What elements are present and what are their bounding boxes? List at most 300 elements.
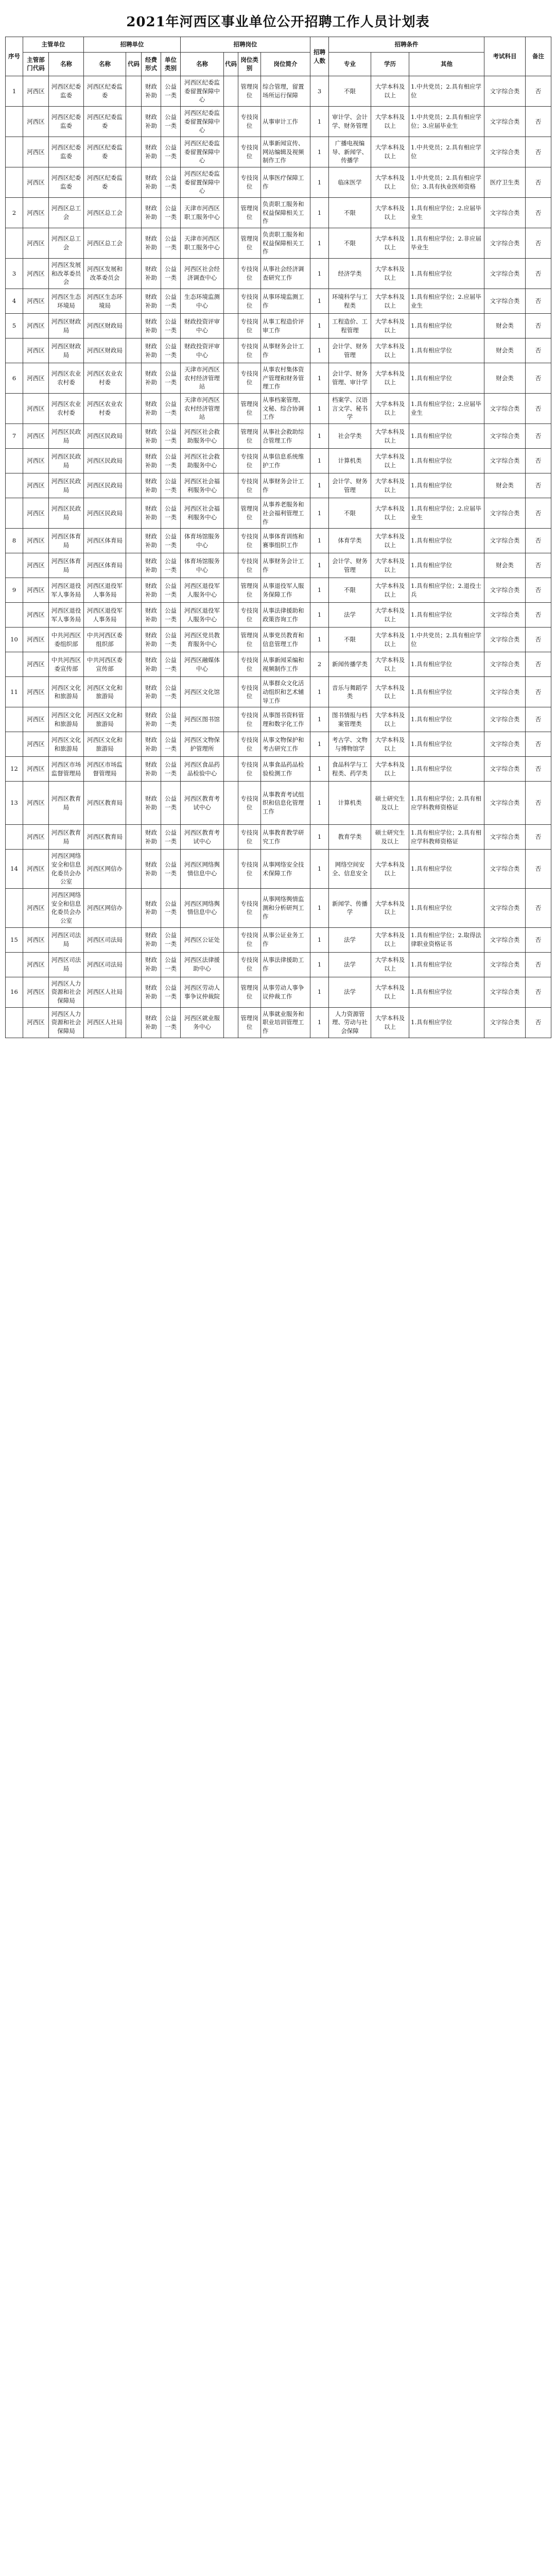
cell-post-code (224, 707, 238, 732)
cell-post-type: 管理岗位 (238, 228, 261, 259)
cell-seq (6, 732, 23, 757)
cell-major: 不限 (329, 578, 371, 603)
cell-major: 不限 (329, 198, 371, 228)
cell-post-desc: 从事财务会计工作 (261, 553, 310, 578)
cell-unit-name: 河西区民政局 (84, 498, 126, 529)
cell-unit-name: 河西区退役军人事务局 (84, 578, 126, 603)
cell-dept-name: 河西区人力资源和社会保障局 (49, 977, 84, 1007)
cell-major: 新闻传播学类 (329, 652, 371, 677)
cell-other: 1.中共党员；2.具有相应学位 (409, 628, 484, 652)
cell-seq: 16 (6, 977, 23, 1007)
cell-edu: 大学本科及以上 (371, 289, 409, 314)
cell-post-name: 河西区融媒体中心 (181, 652, 224, 677)
cell-edu: 大学本科及以上 (371, 473, 409, 498)
cell-quota: 1 (310, 850, 329, 889)
cell-remark: 否 (526, 167, 551, 198)
table-row (6, 259, 551, 289)
cell-exam: 文字综合类 (484, 603, 526, 628)
cell-major: 新闻学、传播学 (329, 888, 371, 927)
cell-edu: 大学本科及以上 (371, 198, 409, 228)
cell-unit-cat: 公益一类 (161, 107, 181, 137)
cell-seq: 11 (6, 677, 23, 707)
cell-seq (6, 652, 23, 677)
cell-unit-type: 财政补助 (142, 888, 161, 927)
cell-dept-code: 河西区 (23, 578, 49, 603)
cell-remark: 否 (526, 107, 551, 137)
cell-seq (6, 394, 23, 424)
cell-dept-code: 河西区 (23, 628, 49, 652)
subheader-dept-code: 主管部门代码 (23, 52, 49, 76)
cell-unit-cat: 公益一类 (161, 424, 181, 449)
table-row (6, 363, 551, 394)
cell-unit-name: 河西区总工会 (84, 228, 126, 259)
cell-post-code (224, 107, 238, 137)
cell-remark: 否 (526, 603, 551, 628)
cell-major: 经济学类 (329, 259, 371, 289)
cell-unit-name: 河西区教育局 (84, 782, 126, 825)
cell-post-desc: 从事审计工作 (261, 107, 310, 137)
cell-major: 不限 (329, 228, 371, 259)
table-row (6, 677, 551, 707)
cell-post-type: 专技岗位 (238, 473, 261, 498)
cell-quota: 1 (310, 449, 329, 473)
cell-quota: 1 (310, 498, 329, 529)
cell-edu: 大学本科及以上 (371, 424, 409, 449)
cell-quota: 1 (310, 167, 329, 198)
cell-exam: 文字综合类 (484, 198, 526, 228)
cell-quota: 1 (310, 1007, 329, 1038)
cell-major: 会计学、财务管理、审计学 (329, 363, 371, 394)
cell-post-desc: 从事财务会计工作 (261, 338, 310, 363)
cell-dept-code: 河西区 (23, 888, 49, 927)
table-row (6, 825, 551, 850)
cell-unit-name: 河西区民政局 (84, 449, 126, 473)
cell-unit-name: 河西区发展和改革委员会 (84, 259, 126, 289)
subheader-unit-code: 代码 (126, 52, 142, 76)
cell-dept-name: 河西区纪委监委 (49, 167, 84, 198)
cell-post-code (224, 76, 238, 107)
table-row (6, 394, 551, 424)
cell-dept-code: 河西区 (23, 850, 49, 889)
cell-seq (6, 498, 23, 529)
cell-dept-code: 河西区 (23, 553, 49, 578)
cell-dept-name: 河西区总工会 (49, 228, 84, 259)
cell-other: 1.具有相应学位；2.应届毕业生 (409, 198, 484, 228)
cell-unit-cat: 公益一类 (161, 603, 181, 628)
cell-unit-code (126, 107, 142, 137)
cell-unit-type: 财政补助 (142, 977, 161, 1007)
cell-unit-type: 财政补助 (142, 850, 161, 889)
cell-remark: 否 (526, 578, 551, 603)
cell-post-code (224, 473, 238, 498)
cell-edu: 大学本科及以上 (371, 888, 409, 927)
cell-dept-code: 河西区 (23, 473, 49, 498)
table-row (6, 553, 551, 578)
cell-dept-code: 河西区 (23, 677, 49, 707)
cell-exam: 文字综合类 (484, 76, 526, 107)
cell-major: 网络空间安全、信息安全 (329, 850, 371, 889)
cell-major: 社会学类 (329, 424, 371, 449)
cell-other: 1.具有相应学位；2.应届毕业生 (409, 498, 484, 529)
cell-exam: 文字综合类 (484, 850, 526, 889)
cell-dept-code: 河西区 (23, 338, 49, 363)
cell-dept-code: 河西区 (23, 363, 49, 394)
cell-exam: 文字综合类 (484, 449, 526, 473)
cell-other: 1.具有相应学位 (409, 677, 484, 707)
cell-seq (6, 825, 23, 850)
cell-unit-type: 财政补助 (142, 314, 161, 338)
cell-post-desc: 从事劳动人事争议仲裁工作 (261, 977, 310, 1007)
cell-seq (6, 707, 23, 732)
cell-other: 1.具有相应学位 (409, 338, 484, 363)
table-row (6, 107, 551, 137)
cell-edu: 大学本科及以上 (371, 76, 409, 107)
cell-post-name: 河西区图书馆 (181, 707, 224, 732)
cell-post-desc: 从事网络舆情监测和分析研判工作 (261, 888, 310, 927)
cell-major: 体育学类 (329, 529, 371, 553)
cell-exam: 文字综合类 (484, 732, 526, 757)
cell-other: 1.具有相应学位 (409, 732, 484, 757)
cell-post-name: 生态环境监测中心 (181, 289, 224, 314)
cell-other: 1.具有相应学位 (409, 707, 484, 732)
cell-remark: 否 (526, 677, 551, 707)
cell-unit-cat: 公益一类 (161, 338, 181, 363)
cell-seq (6, 167, 23, 198)
cell-post-code (224, 498, 238, 529)
cell-dept-code: 河西区 (23, 782, 49, 825)
cell-unit-code (126, 952, 142, 977)
cell-post-desc: 从事工程造价评审工作 (261, 314, 310, 338)
cell-post-name: 河西区文物保护管理所 (181, 732, 224, 757)
cell-edu: 硕士研究生及以上 (371, 782, 409, 825)
cell-unit-code (126, 603, 142, 628)
cell-post-desc: 从事食品药品检验检测工作 (261, 757, 310, 782)
page (5, 0, 551, 1038)
cell-unit-name: 河西区人社局 (84, 1007, 126, 1038)
cell-unit-name: 河西区农业农村委 (84, 394, 126, 424)
cell-post-type: 专技岗位 (238, 927, 261, 952)
header-unit: 招聘单位 (84, 37, 181, 53)
cell-post-type: 专技岗位 (238, 553, 261, 578)
cell-post-desc: 从事图书资料管理和数字化工作 (261, 707, 310, 732)
cell-edu: 大学本科及以上 (371, 628, 409, 652)
cell-edu: 大学本科及以上 (371, 850, 409, 889)
cell-post-type: 专技岗位 (238, 529, 261, 553)
cell-exam: 财会类 (484, 363, 526, 394)
table-row (6, 228, 551, 259)
cell-dept-name: 河西区纪委监委 (49, 137, 84, 167)
cell-remark: 否 (526, 707, 551, 732)
cell-post-desc: 从事农村集体资产管理和财务管理工作 (261, 363, 310, 394)
cell-dept-code: 河西区 (23, 732, 49, 757)
cell-remark: 否 (526, 449, 551, 473)
cell-seq: 1 (6, 76, 23, 107)
cell-unit-code (126, 707, 142, 732)
cell-unit-name: 河西区人社局 (84, 977, 126, 1007)
cell-unit-code (126, 1007, 142, 1038)
cell-other: 1.具有相应学位；2.应届毕业生 (409, 289, 484, 314)
cell-edu: 大学本科及以上 (371, 449, 409, 473)
cell-post-code (224, 449, 238, 473)
cell-unit-code (126, 338, 142, 363)
cell-unit-code (126, 628, 142, 652)
cell-post-name: 体育场馆服务中心 (181, 553, 224, 578)
cell-edu: 大学本科及以上 (371, 394, 409, 424)
cell-dept-code: 河西区 (23, 259, 49, 289)
table-row (6, 952, 551, 977)
table-row (6, 652, 551, 677)
cell-remark: 否 (526, 927, 551, 952)
cell-edu: 大学本科及以上 (371, 1007, 409, 1038)
cell-dept-name: 河西区文化和旅游局 (49, 707, 84, 732)
cell-post-code (224, 628, 238, 652)
cell-dept-code: 河西区 (23, 228, 49, 259)
cell-post-name: 河西区法律援助中心 (181, 952, 224, 977)
cell-edu: 大学本科及以上 (371, 498, 409, 529)
cell-remark: 否 (526, 977, 551, 1007)
cell-post-name: 河西区社会福利服务中心 (181, 473, 224, 498)
subheader-post-type: 岗位类别 (238, 52, 261, 76)
cell-post-type: 管理岗位 (238, 198, 261, 228)
cell-unit-type: 财政补助 (142, 677, 161, 707)
cell-unit-code (126, 76, 142, 107)
cell-seq: 6 (6, 363, 23, 394)
cell-unit-type: 财政补助 (142, 449, 161, 473)
cell-exam: 文字综合类 (484, 498, 526, 529)
cell-unit-type: 财政补助 (142, 927, 161, 952)
cell-post-name: 河西区社会经济调查中心 (181, 259, 224, 289)
table-row (6, 338, 551, 363)
cell-dept-name: 河西区教育局 (49, 782, 84, 825)
cell-unit-cat: 公益一类 (161, 553, 181, 578)
cell-edu: 大学本科及以上 (371, 167, 409, 198)
cell-unit-type: 财政补助 (142, 732, 161, 757)
cell-unit-code (126, 652, 142, 677)
cell-quota: 1 (310, 757, 329, 782)
cell-quota: 1 (310, 363, 329, 394)
cell-seq: 5 (6, 314, 23, 338)
cell-other: 1.中共党员；2.具有相应学位；3.具有执业医师资格 (409, 167, 484, 198)
cell-exam: 文字综合类 (484, 628, 526, 652)
table-row (6, 167, 551, 198)
cell-edu: 大学本科及以上 (371, 529, 409, 553)
cell-major: 考古学、文物与博物馆学 (329, 732, 371, 757)
cell-major: 法学 (329, 977, 371, 1007)
cell-exam: 医疗卫生类 (484, 167, 526, 198)
cell-post-code (224, 259, 238, 289)
cell-dept-name: 河西区财政局 (49, 338, 84, 363)
cell-edu: 大学本科及以上 (371, 553, 409, 578)
cell-unit-name: 河西区民政局 (84, 424, 126, 449)
cell-dept-name: 河西区人力资源和社会保障局 (49, 1007, 84, 1038)
cell-post-code (224, 289, 238, 314)
cell-post-code (224, 553, 238, 578)
cell-remark: 否 (526, 289, 551, 314)
cell-other: 1.具有相应学位 (409, 553, 484, 578)
cell-post-type: 管理岗位 (238, 394, 261, 424)
cell-remark: 否 (526, 259, 551, 289)
cell-post-type: 管理岗位 (238, 578, 261, 603)
cell-unit-code (126, 259, 142, 289)
cell-other: 1.具有相应学位 (409, 850, 484, 889)
cell-unit-name: 河西区市场监督管理局 (84, 757, 126, 782)
cell-post-desc: 从事新闻宣传、网站编辑及视频制作工作 (261, 137, 310, 167)
cell-unit-type: 财政补助 (142, 289, 161, 314)
cell-post-desc: 从事退役军人服务保障工作 (261, 578, 310, 603)
cell-post-desc: 从事信息系统维护工作 (261, 449, 310, 473)
table-row (6, 1007, 551, 1038)
cell-post-desc: 从事环境监测工作 (261, 289, 310, 314)
cell-unit-type: 财政补助 (142, 424, 161, 449)
cell-other: 1.具有相应学位 (409, 1007, 484, 1038)
cell-post-desc: 从事新闻采编和视频制作工作 (261, 652, 310, 677)
cell-other: 1.具有相应学位 (409, 473, 484, 498)
cell-unit-cat: 公益一类 (161, 952, 181, 977)
cell-dept-name: 河西区文化和旅游局 (49, 732, 84, 757)
cell-remark: 否 (526, 529, 551, 553)
cell-remark: 否 (526, 338, 551, 363)
cell-dept-name: 河西区司法局 (49, 927, 84, 952)
cell-edu: 大学本科及以上 (371, 977, 409, 1007)
table-row (6, 757, 551, 782)
cell-unit-name: 河西区民政局 (84, 473, 126, 498)
cell-dept-code: 河西区 (23, 289, 49, 314)
cell-post-type: 管理岗位 (238, 424, 261, 449)
cell-unit-code (126, 825, 142, 850)
cell-edu: 大学本科及以上 (371, 314, 409, 338)
cell-unit-code (126, 927, 142, 952)
cell-dept-name: 河西区民政局 (49, 498, 84, 529)
table-row (6, 198, 551, 228)
cell-unit-code (126, 363, 142, 394)
cell-major: 临床医学 (329, 167, 371, 198)
subheader-major: 专业 (329, 52, 371, 76)
cell-post-type: 专技岗位 (238, 107, 261, 137)
cell-post-name: 河西区社会救助服务中心 (181, 424, 224, 449)
cell-seq (6, 107, 23, 137)
cell-dept-name: 河西区农业农村委 (49, 363, 84, 394)
table-row (6, 707, 551, 732)
cell-unit-type: 财政补助 (142, 198, 161, 228)
cell-post-code (224, 888, 238, 927)
cell-post-code (224, 529, 238, 553)
cell-exam: 文字综合类 (484, 424, 526, 449)
cell-seq (6, 473, 23, 498)
cell-unit-type: 财政补助 (142, 76, 161, 107)
cell-unit-type: 财政补助 (142, 1007, 161, 1038)
cell-remark: 否 (526, 76, 551, 107)
table-row (6, 782, 551, 825)
cell-remark: 否 (526, 363, 551, 394)
cell-post-type: 管理岗位 (238, 1007, 261, 1038)
cell-quota: 1 (310, 927, 329, 952)
cell-unit-type: 财政补助 (142, 782, 161, 825)
cell-unit-cat: 公益一类 (161, 888, 181, 927)
cell-post-code (224, 603, 238, 628)
cell-other: 1.具有相应学位；2.应届毕业生 (409, 394, 484, 424)
cell-unit-cat: 公益一类 (161, 449, 181, 473)
cell-major: 档案学、汉语言文学、秘书学 (329, 394, 371, 424)
cell-post-name: 河西区教育考试中心 (181, 782, 224, 825)
cell-dept-name: 河西区网络安全和信息化委员会办公室 (49, 850, 84, 889)
cell-unit-type: 财政补助 (142, 394, 161, 424)
cell-edu: 大学本科及以上 (371, 677, 409, 707)
cell-unit-code (126, 498, 142, 529)
cell-dept-code: 河西区 (23, 1007, 49, 1038)
cell-quota: 1 (310, 707, 329, 732)
cell-unit-cat: 公益一类 (161, 782, 181, 825)
cell-dept-name: 河西区生态环境局 (49, 289, 84, 314)
table-row (6, 473, 551, 498)
cell-remark: 否 (526, 314, 551, 338)
cell-unit-cat: 公益一类 (161, 167, 181, 198)
cell-dept-name: 河西区纪委监委 (49, 76, 84, 107)
table-row (6, 449, 551, 473)
cell-edu: 大学本科及以上 (371, 363, 409, 394)
cell-unit-type: 财政补助 (142, 825, 161, 850)
cell-quota: 1 (310, 289, 329, 314)
cell-unit-type: 财政补助 (142, 652, 161, 677)
cell-post-name: 天津市河西区职工服务中心 (181, 198, 224, 228)
cell-dept-code: 河西区 (23, 449, 49, 473)
cell-dept-code: 河西区 (23, 757, 49, 782)
cell-post-code (224, 677, 238, 707)
cell-unit-cat: 公益一类 (161, 137, 181, 167)
cell-dept-name: 中共河西区委宣传部 (49, 652, 84, 677)
cell-unit-cat: 公益一类 (161, 473, 181, 498)
table-row (6, 137, 551, 167)
cell-post-type: 专技岗位 (238, 757, 261, 782)
cell-dept-code: 河西区 (23, 314, 49, 338)
cell-quota: 1 (310, 424, 329, 449)
cell-unit-name: 河西区纪委监委 (84, 76, 126, 107)
subheader-dept-name: 名称 (49, 52, 84, 76)
table-row (6, 498, 551, 529)
cell-quota: 1 (310, 603, 329, 628)
cell-unit-cat: 公益一类 (161, 1007, 181, 1038)
cell-unit-cat: 公益一类 (161, 825, 181, 850)
cell-post-code (224, 314, 238, 338)
cell-unit-type: 财政补助 (142, 628, 161, 652)
cell-dept-code: 河西区 (23, 76, 49, 107)
cell-post-type: 专技岗位 (238, 338, 261, 363)
cell-exam: 文字综合类 (484, 888, 526, 927)
cell-other: 1.具有相应学位 (409, 449, 484, 473)
cell-unit-type: 财政补助 (142, 107, 161, 137)
cell-seq: 3 (6, 259, 23, 289)
cell-post-type: 专技岗位 (238, 652, 261, 677)
cell-unit-name: 河西区网信办 (84, 888, 126, 927)
cell-exam: 文字综合类 (484, 927, 526, 952)
cell-post-type: 专技岗位 (238, 289, 261, 314)
header-quota: 招聘人数 (310, 37, 329, 76)
cell-dept-code: 河西区 (23, 529, 49, 553)
cell-post-code (224, 825, 238, 850)
cell-post-desc: 从事教育考试组织和信息化管理工作 (261, 782, 310, 825)
cell-quota: 1 (310, 198, 329, 228)
cell-other: 1.具有相应学位 (409, 977, 484, 1007)
cell-unit-cat: 公益一类 (161, 732, 181, 757)
table-row (6, 888, 551, 927)
cell-dept-code: 河西区 (23, 107, 49, 137)
cell-remark: 否 (526, 553, 551, 578)
cell-quota: 1 (310, 473, 329, 498)
cell-remark: 否 (526, 652, 551, 677)
cell-dept-name: 河西区财政局 (49, 314, 84, 338)
cell-exam: 财会类 (484, 473, 526, 498)
cell-seq: 7 (6, 424, 23, 449)
cell-post-code (224, 1007, 238, 1038)
